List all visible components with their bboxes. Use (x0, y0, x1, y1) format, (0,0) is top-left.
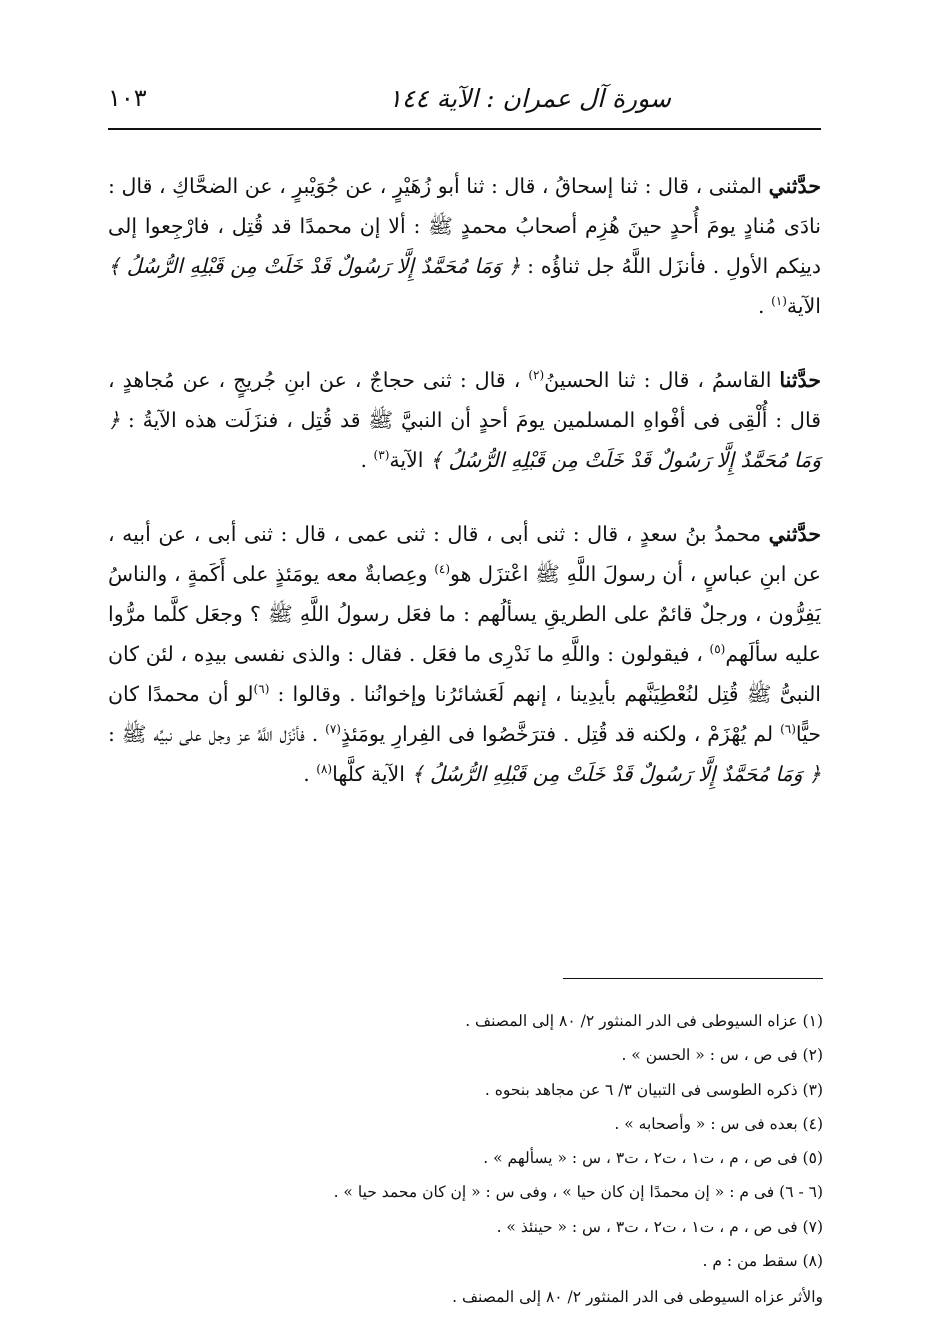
paragraph-1 (108, 166, 821, 326)
quran-quote: ﴿ وَمَا مُحَمَّدٌ إِلَّا رَسُولٌ قَدْ خَلَتْ مِن قَبْلِهِ الرُّسُلُ ﴾ (108, 408, 821, 472)
paragraph-text: محمدُ بنُ سعدٍ ، قال : ثنى أبى ، قال : ثنى عمى ، قال : ثنى أبى ، عن أبيه ، عن ابنِ عباسٍ ، أن رسولَ اللَّهِ ﷺ اعْتزَل هو (108, 522, 822, 586)
paragraph-end: . (360, 448, 374, 472)
paragraph-end: . (758, 294, 772, 318)
paragraph-text: لو أن محمدًا كان حيًّا (108, 682, 821, 746)
paragraph-3 (108, 514, 821, 794)
footnote: (٣) ذكره الطوسى فى التبيان ٣/ ٦ عن مجاهد بنحوه . (484, 1080, 823, 1099)
footnote: (٦ - ٦) فى م : « إن محمدًا إن كان حيا » ، وفى س : « إن كان محمد حيا » . (333, 1183, 823, 1202)
paragraph-tail: الآية (389, 448, 430, 472)
footnote: (٧) فى ص ، م ، ت١ ، ت٢ ، ت٣ ، س : « حينئذ » . (496, 1217, 823, 1236)
quran-quote: ﴿ وَمَا مُحَمَّدٌ إِلَّا رَسُولٌ قَدْ خَلَتْ مِن قَبْلِهِ الرُّسُلُ ﴾ (411, 762, 821, 786)
footnote-marker: (٦) (780, 722, 796, 737)
paragraph-text: وعِصابةٌ معه يومَئذٍ على أَكَمةٍ ، والناسُ يَفِرُّون ، ورجلٌ قائمٌ على الطريقِ يسألُهم : ما فعَل رسولُ اللَّهِ ﷺ ؟ وجعَل كلَّما مرُّوا عليه سألَهم (108, 562, 821, 666)
paragraph-lead: حدَّثنا (779, 368, 821, 392)
header-title: سورة آل عمران : الآية ١٤٤ (388, 84, 671, 113)
paragraph-2 (108, 360, 821, 480)
running-header (108, 82, 821, 122)
main-text (108, 166, 821, 794)
paragraph-text: ، قال : ثنى حجاجٌ ، عن ابنِ جُريجٍ ، عن مُجاهدٍ ، قال : أُلْقِى فى أفْواهِ المسلمين يومَ أحدٍ أن النبيَّ ﷺ قد قُتِل ، فنزَلَت هذه الآيةُ : (108, 368, 821, 432)
footnote-marker: (٣) (373, 448, 390, 463)
footnote-marker: (٢) (528, 368, 545, 383)
paragraph-text: ، فيقولون : واللَّهِ ما نَدْرِى ما فعَل . فقال : والذى نفسى بيدِه ، لئن كان النبىُّ ﷺ قُتِل لنُعْطِيَنَّهم بأيدِينا ، إنهم لَعَشائرُنا وإخوانُنا . وقالوا : (108, 642, 822, 706)
paragraph-lead: حدَّثني (768, 522, 821, 546)
page-number: ١٠٣ (108, 84, 147, 112)
footnote: (٤) بعده فى س : « وأصحابه » . (614, 1114, 823, 1133)
footnote-rule (563, 978, 823, 979)
footnote-marker: (٨) (316, 762, 333, 777)
footnote: (٢) فى ص ، س : « الحسن » . (621, 1046, 823, 1065)
paragraph-lead: حدَّثني (768, 174, 821, 198)
handwritten-note: والأثر عزاه السيوطى فى الدر المنثور ٢/ ٨٠ إلى المصنف . (452, 1288, 823, 1306)
footnote-marker: (٤) (434, 562, 451, 577)
footnote: (٥) فى ص ، م ، ت١ ، ت٢ ، ت٣ ، س : « يسألهم » . (483, 1149, 823, 1168)
paragraph-end: . (303, 762, 317, 786)
quran-quote: ﴿ وَمَا مُحَمَّدٌ إِلَّا رَسُولٌ قَدْ خَلَتْ مِن قَبْلِهِ الرُّسُلُ ﴾ (108, 254, 521, 278)
footnote-marker: (٥) (709, 642, 726, 657)
footnotes (110, 1004, 823, 1278)
footnote-marker: (٦) (253, 682, 270, 697)
footnote-marker: (٧) (325, 722, 341, 737)
paragraph-text: لم يُهْزَمْ ، ولكنه قد قُتِل . فترَخَّصُوا فى الفِرارِ يومَئذٍ (340, 722, 781, 746)
paragraph-text: . فأنْزَل اللَّهُ عز وجل على نبيِّه ﷺ : (108, 722, 326, 746)
footnote: (١) عزاه السيوطى فى الدر المنثور ٢/ ٨٠ إلى المصنف . (465, 1012, 823, 1030)
paragraph-tail: الآية (786, 294, 821, 318)
paragraph-tail: الآية كلَّها (332, 762, 412, 786)
paragraph-text: القاسمُ ، قال : ثنا الحسينُ (544, 368, 780, 392)
header-rule (108, 128, 821, 130)
paragraph-text: المثنى ، قال : ثنا إسحاقُ ، قال : ثنا أبو زُهَيْرٍ ، عن جُوَيْبرٍ ، عن الضحَّاكِ ، قال : نادَى مُنادٍ يومَ أُحدٍ حينَ هُزِم أصحابُ محمدٍ ﷺ : ألا إن محمدًا قد قُتِل ، فارْجِعوا إلى دينِكم الأولِ . فأنزَل اللَّهُ جل ثناؤُه : (108, 174, 822, 278)
footnote-marker: (١) (771, 294, 787, 309)
footnote: (٨) سقط من : م . (702, 1252, 823, 1271)
